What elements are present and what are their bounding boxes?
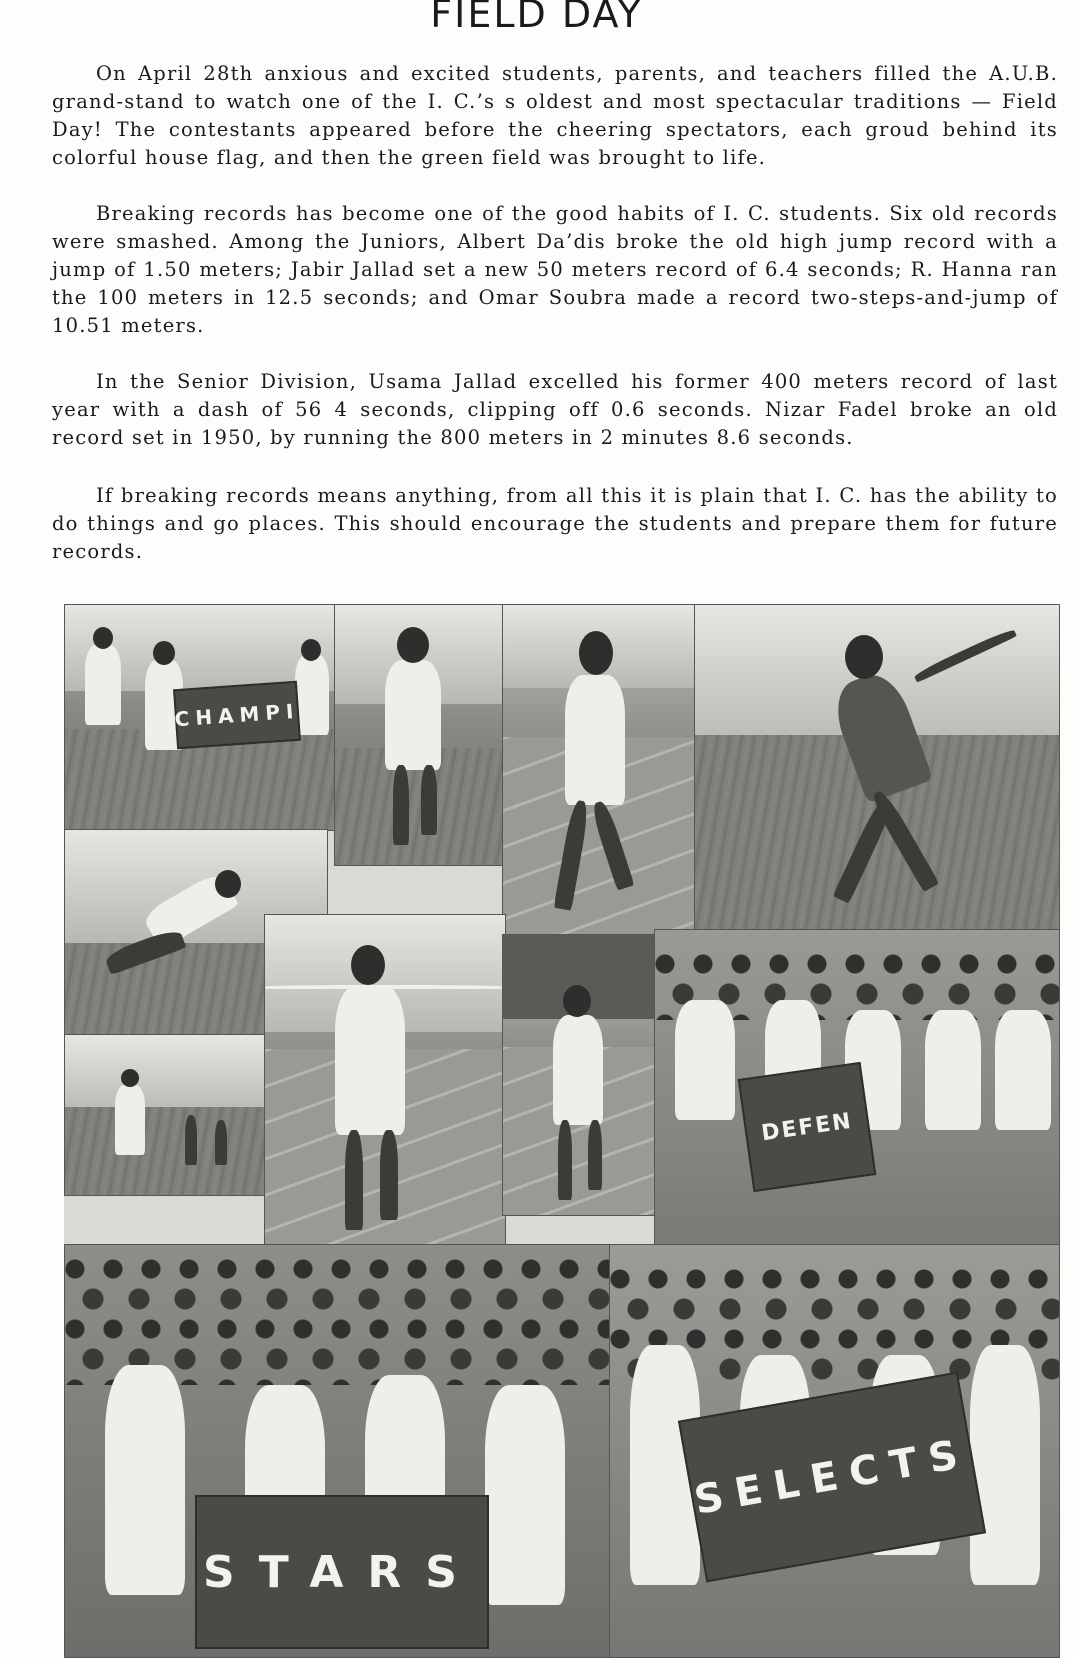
photo-field-scene	[64, 1034, 266, 1196]
photo-runners-spectators	[502, 934, 659, 1216]
paragraph-records-seniors: In the Senior Division, Usama Jallad excelled his former 400 meters record of last year with a dash of 56 4 seconds, clipping off 0.6 seconds. Nizar Fadel broke an old record set in 1950, by running the 800 meters in 2 minutes 8.6 seconds.	[52, 370, 1058, 449]
banner-stars: STARS	[195, 1495, 489, 1649]
paragraph-intro: On April 28th anxious and excited students, parents, and teachers filled the A.U.B. grand-stand to watch one of the I. C.’s s oldest and most spectacular traditions — Field Day! The contestants appeared before the cheering spectators, each groud behind its colorful house flag, and then the green field was brought to life.	[52, 62, 1058, 169]
page-title: FIELD DAY	[430, 0, 643, 36]
photo-finish-line	[264, 914, 506, 1251]
photo-champions-parade	[64, 604, 346, 831]
banner-champions: CHAMPI	[173, 681, 301, 750]
photo-defenders-team	[654, 929, 1060, 1246]
banner-selects: SELECTS	[678, 1372, 986, 1583]
photo-stars-team	[64, 1244, 611, 1658]
banner-defenders: DEFEN	[738, 1062, 877, 1192]
paragraph-records-juniors: Breaking records has become one of the good habits of I. C. students. Six old records were smashed. Among the Juniors, Albert Da’dis broke the old high jump record with a jump of 1.50 meters; Jabir Jallad set a new 50 meters record of 6.4 seconds; R. Hanna ran the 100 meters in 12.5 seconds; and Omar Soubra made a record two-steps-and-jump of 10.51 meters.	[52, 202, 1058, 337]
photo-runner-smiling	[334, 604, 506, 866]
photo-javelin-thrower	[694, 604, 1060, 931]
photo-collage	[64, 604, 1058, 1656]
photo-runner-track	[502, 604, 699, 936]
photo-selects-team	[609, 1244, 1060, 1658]
paragraph-conclusion: If breaking records means anything, from all this it is plain that I. C. has the ability to do things and go places. This should encourage the students and prepare them for future records.	[52, 484, 1058, 563]
